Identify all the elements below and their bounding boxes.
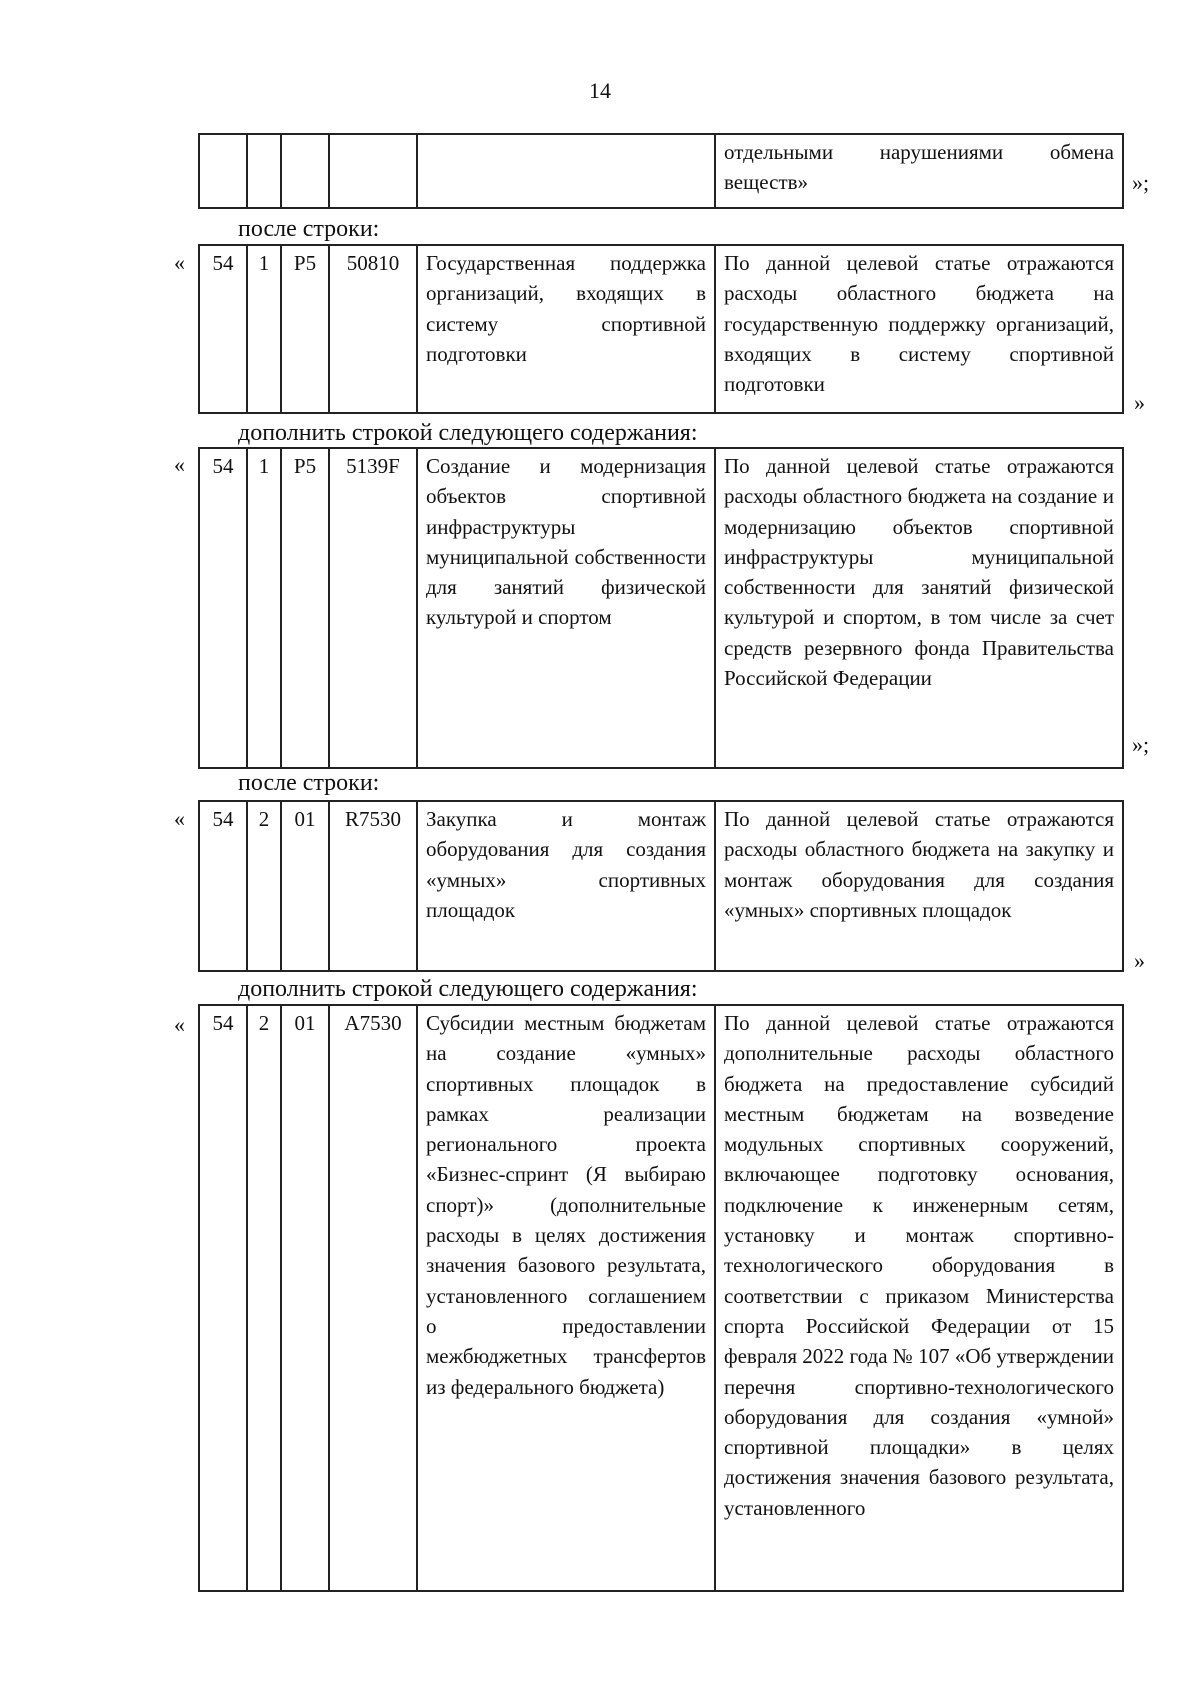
code-cell: 54 bbox=[199, 1005, 247, 1591]
name-cell: Создание и модернизация объектов спортивной инфраструктуры муниципальной собственности для занятий физической культурой и спортом bbox=[417, 448, 715, 768]
table-row bbox=[198, 800, 1124, 972]
add-row-phrase: дополнить строкой следующего содержания: bbox=[238, 976, 698, 1002]
code-cell: 54 bbox=[199, 245, 247, 413]
code-cell: 01 bbox=[281, 1005, 329, 1591]
code-cell: P5 bbox=[281, 448, 329, 768]
code-cell: 54 bbox=[199, 448, 247, 768]
after-row-phrase: после строки: bbox=[238, 216, 380, 242]
table-row bbox=[198, 447, 1124, 769]
closing-quote: » bbox=[1134, 948, 1145, 973]
name-cell: Закупка и монтаж оборудования для создания «умных» спортивных площадок bbox=[417, 801, 715, 971]
description-cell: По данной целевой статье отражаются расходы областного бюджета на закупку и монтаж оборудования для создания «умных» спортивных площадок bbox=[715, 801, 1123, 971]
code-cell: 2 bbox=[247, 801, 281, 971]
table-row bbox=[198, 244, 1124, 414]
opening-quote: « bbox=[174, 250, 185, 275]
opening-quote: « bbox=[174, 1012, 185, 1037]
code-cell: 1 bbox=[247, 245, 281, 413]
code-cell: R7530 bbox=[329, 801, 417, 971]
description-cell: По данной целевой статье отражаются расходы областного бюджета на государственную поддержку организаций, входящих в систему спортивной подготовки bbox=[715, 245, 1123, 413]
code-cell: 50810 bbox=[329, 245, 417, 413]
closing-quote: »; bbox=[1132, 732, 1150, 757]
name-cell bbox=[417, 134, 715, 208]
page-number: 14 bbox=[589, 78, 611, 103]
code-cell: P5 bbox=[281, 245, 329, 413]
code-cell: 1 bbox=[247, 448, 281, 768]
code-cell: 54 bbox=[199, 801, 247, 971]
add-row-phrase: дополнить строкой следующего содержания: bbox=[238, 420, 698, 446]
code-cell: 5139F bbox=[329, 448, 417, 768]
code-cell: 01 bbox=[281, 801, 329, 971]
description-cell: По данной целевой статье отражаются расходы областного бюджета на создание и модернизацию объектов спортивной инфраструктуры муниципальной собственности для занятий физической культурой и спортом, в том числе за счет средств резервного фонда Правительства Российской Федерации bbox=[715, 448, 1123, 768]
after-row-phrase: после строки: bbox=[238, 770, 380, 796]
closing-quote: »; bbox=[1132, 170, 1150, 195]
table-row bbox=[198, 133, 1124, 209]
name-cell: Государственная поддержка организаций, входящих в систему спортивной подготовки bbox=[417, 245, 715, 413]
code-cell bbox=[247, 134, 281, 208]
closing-quote: » bbox=[1134, 390, 1145, 415]
description-cell: По данной целевой статье отражаются дополнительные расходы областного бюджета на предоставление субсидий местным бюджетам на возведение модульных спортивных сооружений, включающее подготовку основания, подключение к инженерным сетям, установку и монтаж спортивно-технологического оборудования в соответствии с приказом Министерства спорта Российской Федерации от 15 февраля 2022 года № 107 «Об утверждении перечня спортивно-технологического оборудования для создания «умной» спортивной площадки» в целях достижения значения базового результата, установленного bbox=[715, 1005, 1123, 1591]
code-cell: 2 bbox=[247, 1005, 281, 1591]
opening-quote: « bbox=[174, 452, 185, 477]
opening-quote: « bbox=[174, 806, 185, 831]
table-row bbox=[198, 1004, 1124, 1592]
code-cell bbox=[329, 134, 417, 208]
code-cell bbox=[199, 134, 247, 208]
description-cell: отдельными нарушениями обмена веществ» bbox=[715, 134, 1123, 208]
name-cell: Субсидии местным бюджетам на создание «умных» спортивных площадок в рамках реализации регионального проекта «Бизнес-спринт (Я выбираю спорт)» (дополнительные расходы в целях достижения значения базового результата, установленного соглашением о предоставлении межбюджетных трансфертов из федерального бюджета) bbox=[417, 1005, 715, 1591]
code-cell: A7530 bbox=[329, 1005, 417, 1591]
code-cell bbox=[281, 134, 329, 208]
